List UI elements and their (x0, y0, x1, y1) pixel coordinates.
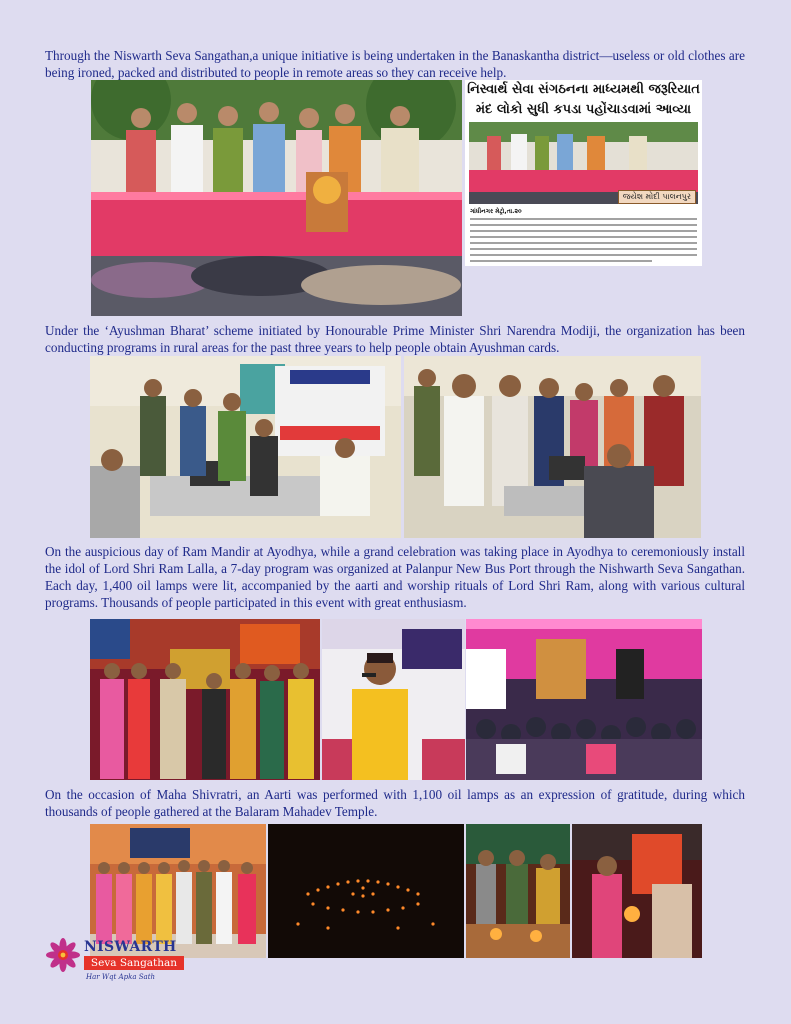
ram-mandir-audience-photo (466, 619, 702, 780)
logo-title: NISWARTH (84, 939, 177, 955)
ayushman-card-camp-photo-2 (404, 356, 701, 538)
newspaper-headline (465, 80, 702, 122)
section-3-text: On the auspicious day of Ram Mandir at Ayodhya, while a grand celebration was taking place in Ayodhya to ceremoniously install the idol of Lord Shri Ram Lalla, a 7-day program was organized at Palanpur New Bus Port through the Nishwarth Seva Sangathan. Each day, 1,400 oil lamps were lit, accompanied by the aarti and worship rituals of Lord Shri Ram, along with various cultural programs. Thousands of people participated in this event with great enthusiasm. (45, 544, 745, 610)
newspaper-clipping (465, 80, 702, 266)
section-4-text: On the occasion of Maha Shivratri, an Aarti was performed with 1,100 oil lamps as an expression of gratitude, during which thousands of people gathered at the Balaram Mahadev Temple. (45, 787, 745, 819)
shivratri-aarti-photo-2 (572, 824, 702, 958)
newspaper-photo-caption: જયેશ મોદી પાલનપુર (618, 190, 696, 204)
newspaper-headline-line-1: નિસ્વાર્થ સેવા સંગઠનના માધ્યમથી જરૂરિયાત (467, 82, 700, 97)
niswarth-logo (46, 936, 186, 986)
newspaper-dateline: ગાંધીનગર મેટ્રો,તા.૨૦ (470, 208, 522, 215)
newspaper-body-text (470, 208, 697, 266)
logo-tagline: Har Wqt Apka Sath (86, 973, 156, 981)
section-2-text: Under the ‘Ayushman Bharat’ scheme initiated by Honourable Prime Minister Shri Narendra Modiji, the organization has been conducting programs in rural areas for the past three years to help people obtain Ayushman cards. (45, 323, 745, 355)
section-1-text: Through the Niswarth Seva Sangathan,a unique initiative is being undertaken in the Banaskantha district—useless or old clothes are being ironed, packed and distributed to people in remote areas so they can receive help. (45, 48, 745, 80)
shivratri-aarti-photo-1 (466, 824, 570, 958)
shivratri-oil-lamps-photo (268, 824, 464, 958)
clothes-distribution-photo (91, 80, 462, 316)
lotus-flower-icon (46, 938, 80, 972)
ayushman-card-camp-photo-1 (90, 356, 401, 538)
ram-mandir-singer-photo (322, 619, 465, 780)
newspaper-headline-line-2: મંદ લોકો સુધી કપડા પહોંચાડવામાં આવ્યા (475, 102, 692, 117)
ram-mandir-celebration-photo-1 (90, 619, 320, 780)
logo-subtitle: Seva Sangathan (84, 956, 184, 970)
